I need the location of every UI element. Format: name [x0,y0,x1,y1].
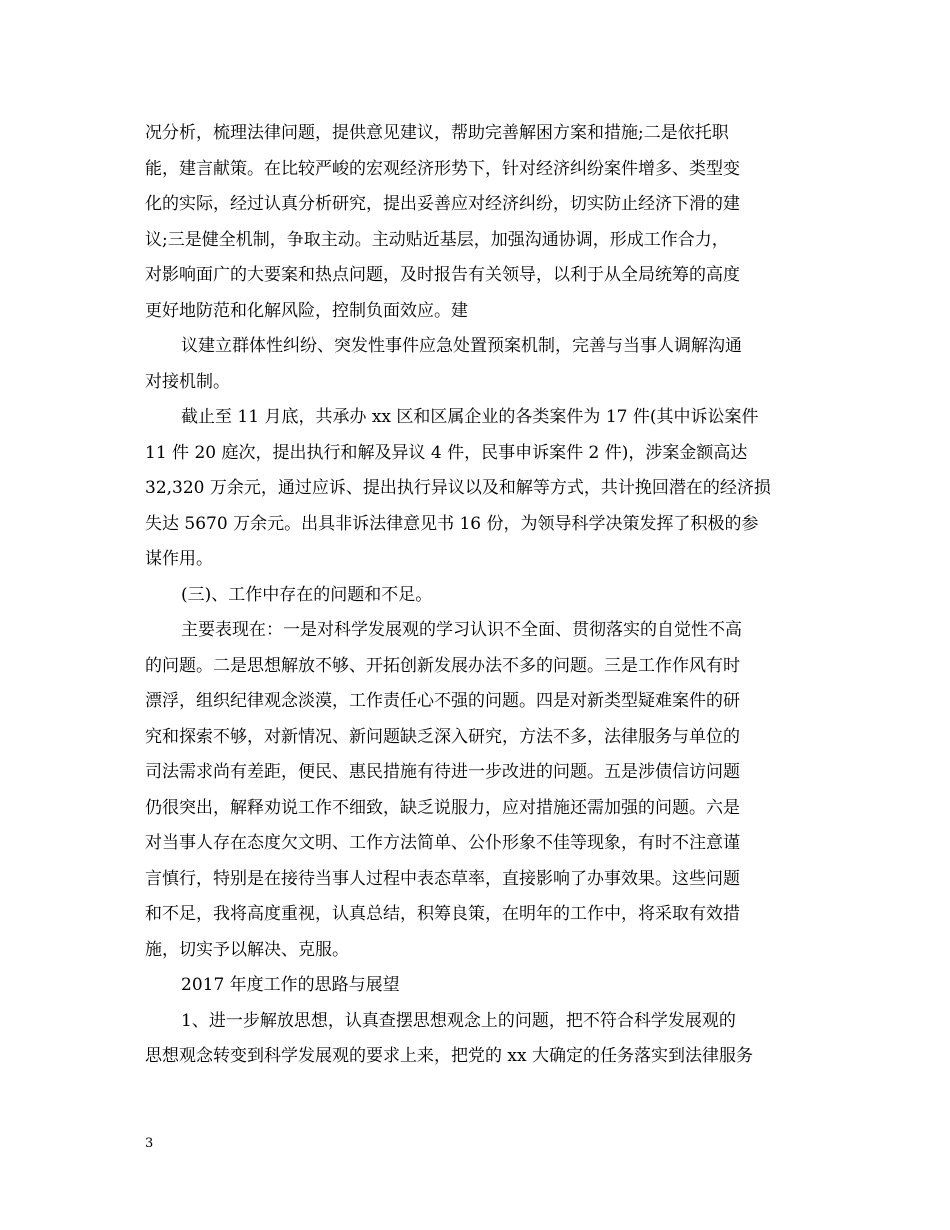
text-line: 失达 5670 万余元。出具非诉法律意见书 16 份，为领导科学决策发挥了积极的参 [145,513,759,534]
text-line: 32,320 万余元，通过应诉、提出执行异议以及和解等方式，共计挽回潜在的经济损 [145,478,771,498]
text-line: 主要表现在：一是对科学发展观的学习认识不全面、贯彻落实的自觉性不高 [181,620,742,640]
text-line: 议建立群体性纠纷、突发性事件应急处置预案机制，完善与当事人调解沟通 [181,336,742,356]
text-line: 能，建言献策。在比较严峻的宏观经济形势下，针对经济纠纷案件增多、类型变 [145,158,740,179]
text-line: 议;三是健全机制，争取主动。主动贴近基层，加强沟通协调，形成工作合力， [145,229,729,250]
text-line: 的问题。二是思想解放不够、开拓创新发展办法不多的问题。三是工作作风有时 [145,655,740,676]
text-line: 对接机制。 [145,371,230,392]
text-line: 漂浮，组织纪律观念淡漠，工作责任心不强的问题。四是对新类型疑难案件的研 [145,691,740,711]
text-line: 更好地防范和化解风险，控制负面效应。建 [145,300,468,321]
text-line: 仍很突出，解释劝说工作不细致，缺乏说服力，应对措施还需加强的问题。六是 [145,797,740,818]
text-line: 11 件 20 庭次，提出执行和解及异议 4 件，民事申诉案件 2 件)，涉案金额高达 [145,442,748,463]
text-line: 2017 年度工作的思路与展望 [181,975,400,995]
text-line: (三)、工作中存在的问题和不足。 [181,584,433,605]
text-line: 司法需求尚有差距，便民、惠民措施有待进一步改进的问题。五是涉债信访问题 [145,762,740,782]
text-line: 谋作用。 [145,549,213,569]
text-line: 究和探索不够，对新情况、新问题缺乏深入研究，方法不多，法律服务与单位的 [145,726,740,747]
text-line: 言慎行，特别是在接待当事人过程中表态草率，直接影响了办事效果。这些问题 [145,868,740,889]
text-line: 1、进一步解放思想，认真查摆思想观念上的问题，把不符合科学发展观的 [181,1010,736,1031]
text-line: 对影响面广的大要案和热点问题，及时报告有关领导，以利于从全局统筹的高度 [145,265,740,285]
text-line: 化的实际，经过认真分析研究，提出妥善应对经济纠纷，切实防止经济下滑的建 [145,194,740,214]
text-line: 和不足，我将高度重视，认真总结，积筹良策，在明年的工作中，将采取有效措 [145,904,740,924]
text-line: 施，切实予以解决、克服。 [145,939,349,960]
page-number: 3 [145,1136,154,1151]
body-text [145,116,810,1075]
text-line: 况分析，梳理法律问题，提供意见建议，帮助完善解困方案和措施;二是依托职 [145,123,729,143]
text-line: 对当事人存在态度欠文明、工作方法简单、公仆形象不佳等现象，有时不注意谨 [145,833,740,853]
text-line: 截止至 11 月底，共承办 xx 区和区属企业的各类案件为 17 件(其中诉讼案件 [181,407,759,427]
text-line: 思想观念转变到科学发展观的要求上来，把党的 xx 大确定的任务落实到法律服务 [145,1046,753,1066]
